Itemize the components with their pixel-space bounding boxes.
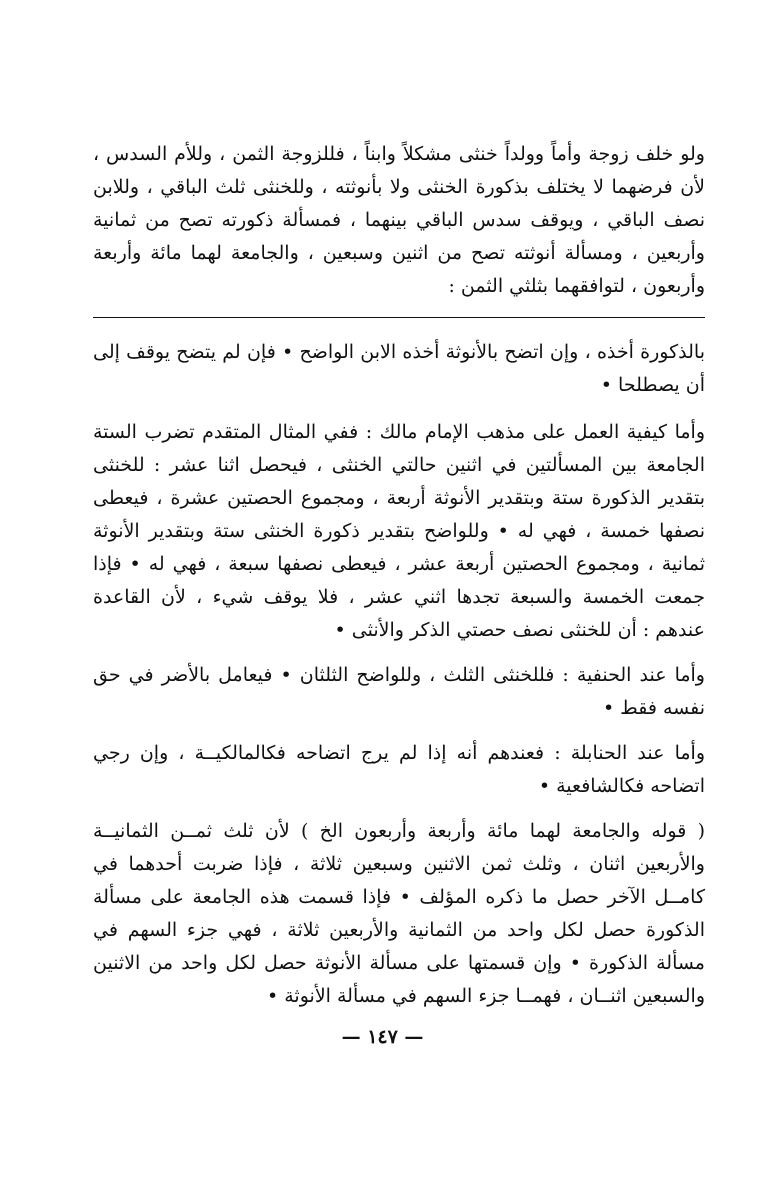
commentary-paragraph-continuation: بالذكورة أخذه ، وإن اتضح بالأنوثة أخذه الابن الواضح • فإن لم يتضح يوقف إلى أن يصطلحا • (93, 341, 705, 396)
commentary-paragraph-maliki: وأما كيفية العمل على مذهب الإمام مالك : ففي المثال المتقدم تضرب الستة الجامعة بين المسألتين في اثنين حالتي الخنثى ، فيحصل اثنا عشر : للخنثى بتقدير الذكورة ستة وبتقدير الأنوثة أربعة ، ومجموع الحصتين عشرة ، فيعطى نصفها خمسة ، فهي له • وللواضح بتقدير ذكورة الخنثى ستة وبتقدير الأنوثة ثمانية ، ومجموع الحصتين أربعة عشر ، فيعطى نصفها سبعة ، فهي له • فإذا جمعت الخمسة والسبعة تجدها اثني عشر ، فلا يوقف شيء ، لأن القاعدة عندهم : أن للخنثى نصف حصتي الذكر والأنثى • (93, 421, 705, 641)
commentary-paragraph-jamia-note: ( قوله والجامعة لهما مائة وأربعة وأربعون الخ ) لأن ثلث ثمــن الثمانيــة والأربعين اثنان ، وثلث ثمن الاثنين وسبعين ثلاثة ، فإذا ضربت أحدهما في كامــل الآخر حصل ما ذكره المؤلف • فإذا قسمت هذه الجامعة على مسألة الذكورة حصل لكل واحد من الثمانية والأربعين ثلاثة ، فهي جزء السهم في مسألة الذكورة • وإن قسمتها على مسألة الأنوثة حصل لكل واحد من الاثنين والسبعين اثنــان ، فهمــا جزء السهم في مسألة الأنوثة • (93, 820, 705, 1007)
footnote-divider (93, 317, 705, 318)
book-page (93, 138, 705, 1025)
commentary-paragraph-hanafi: وأما عند الحنفية : فللخنثى الثلث ، وللواضح الثلثان • فيعامل بالأضر في حق نفسه فقط • (93, 664, 705, 719)
commentary-section (93, 336, 705, 1013)
commentary-paragraph-hanbali: وأما عند الحنابلة : فعندهم أنه إذا لم يرج اتضاحه فكالمالكيــة ، وإن رجي اتضاحه فكالشافعية • (93, 742, 705, 797)
main-text-section (93, 138, 705, 305)
main-paragraph: ولو خلف زوجة وأماً وولداً خنثى مشكلاً وابناً ، فللزوجة الثمن ، وللأم السدس ، لأن فرضهما لا يختلف بذكورة الخنثى ولا بأنوثته ، وللخنثى ثلث الباقي ، وللابن نصف الباقي ، ويوقف سدس الباقي بينهما ، فمسألة ذكورته تصح من ثمانية وأربعين ، ومسألة أنوثته تصح من اثنين وسبعين ، والجامعة لهما مائة وأربعة وأربعون ، لتوافقهما بثلثي الثمن : (93, 143, 705, 297)
page-number: — ١٤٧ — (341, 1026, 424, 1048)
